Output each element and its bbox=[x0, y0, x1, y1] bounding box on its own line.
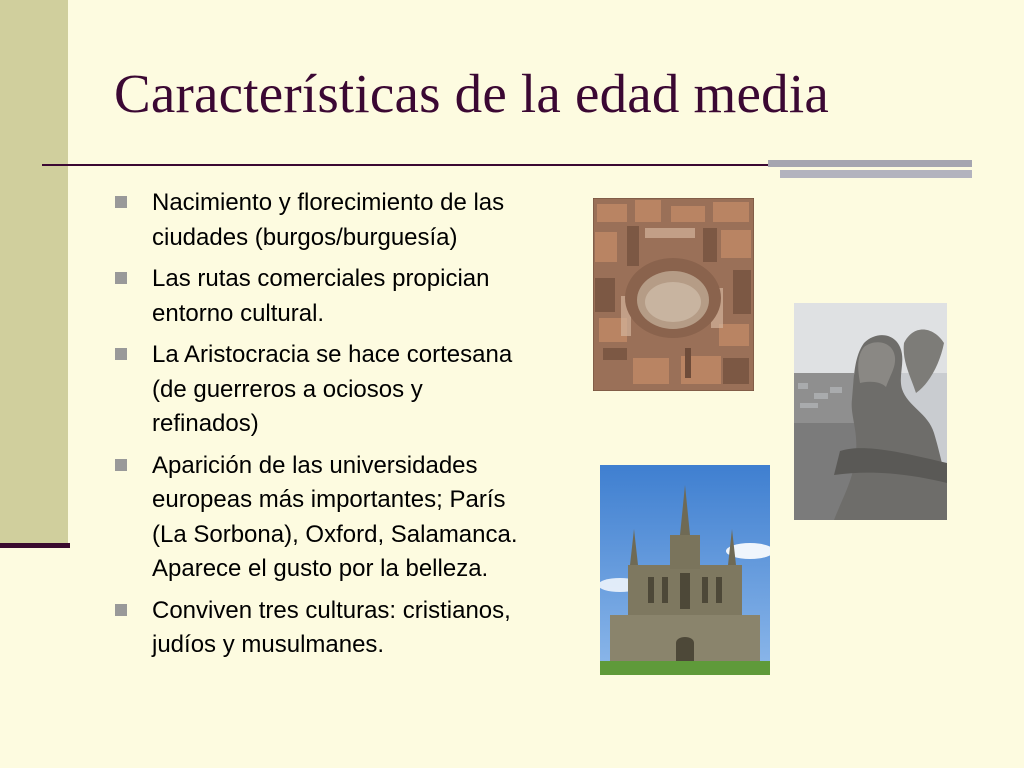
left-sidebar-band bbox=[0, 0, 68, 545]
bullet-square-icon bbox=[115, 348, 127, 360]
bullet-square-icon bbox=[115, 196, 127, 208]
bullet-text: Nacimiento y florecimiento de las ciudades (burgos/burguesía) bbox=[152, 189, 505, 251]
bullet-item bbox=[112, 594, 532, 663]
bullet-text: Conviven tres culturas: cristianos, judíos y musulmanes. bbox=[152, 596, 511, 658]
bullet-item bbox=[112, 262, 532, 331]
bullet-text: La Aristocracia se hace cortesana (de guerreros a ociosos y refinados) bbox=[152, 341, 513, 437]
aerial-city-photo bbox=[593, 198, 754, 391]
bullet-text: Aparición de las universidades europeas más importantes; París (La Sorbona), Oxford, Salamanca. Aparece el gusto por la belleza. bbox=[152, 451, 518, 582]
bullet-square-icon bbox=[115, 459, 127, 471]
bullet-item bbox=[112, 449, 532, 587]
accent-bar-top bbox=[768, 160, 972, 167]
slide-title: Características de la edad media bbox=[114, 63, 829, 124]
bullet-text: Las rutas comerciales propician entorno cultural. bbox=[152, 265, 490, 327]
accent-bar-bottom bbox=[780, 170, 972, 178]
bullet-square-icon bbox=[115, 272, 127, 284]
gargoyle-photo bbox=[794, 303, 947, 520]
bullet-list bbox=[112, 186, 532, 670]
bullet-item bbox=[112, 338, 532, 442]
sidebar-underline bbox=[0, 543, 70, 548]
cathedral-photo bbox=[600, 465, 770, 675]
bullet-square-icon bbox=[115, 604, 127, 616]
bullet-item bbox=[112, 186, 532, 255]
